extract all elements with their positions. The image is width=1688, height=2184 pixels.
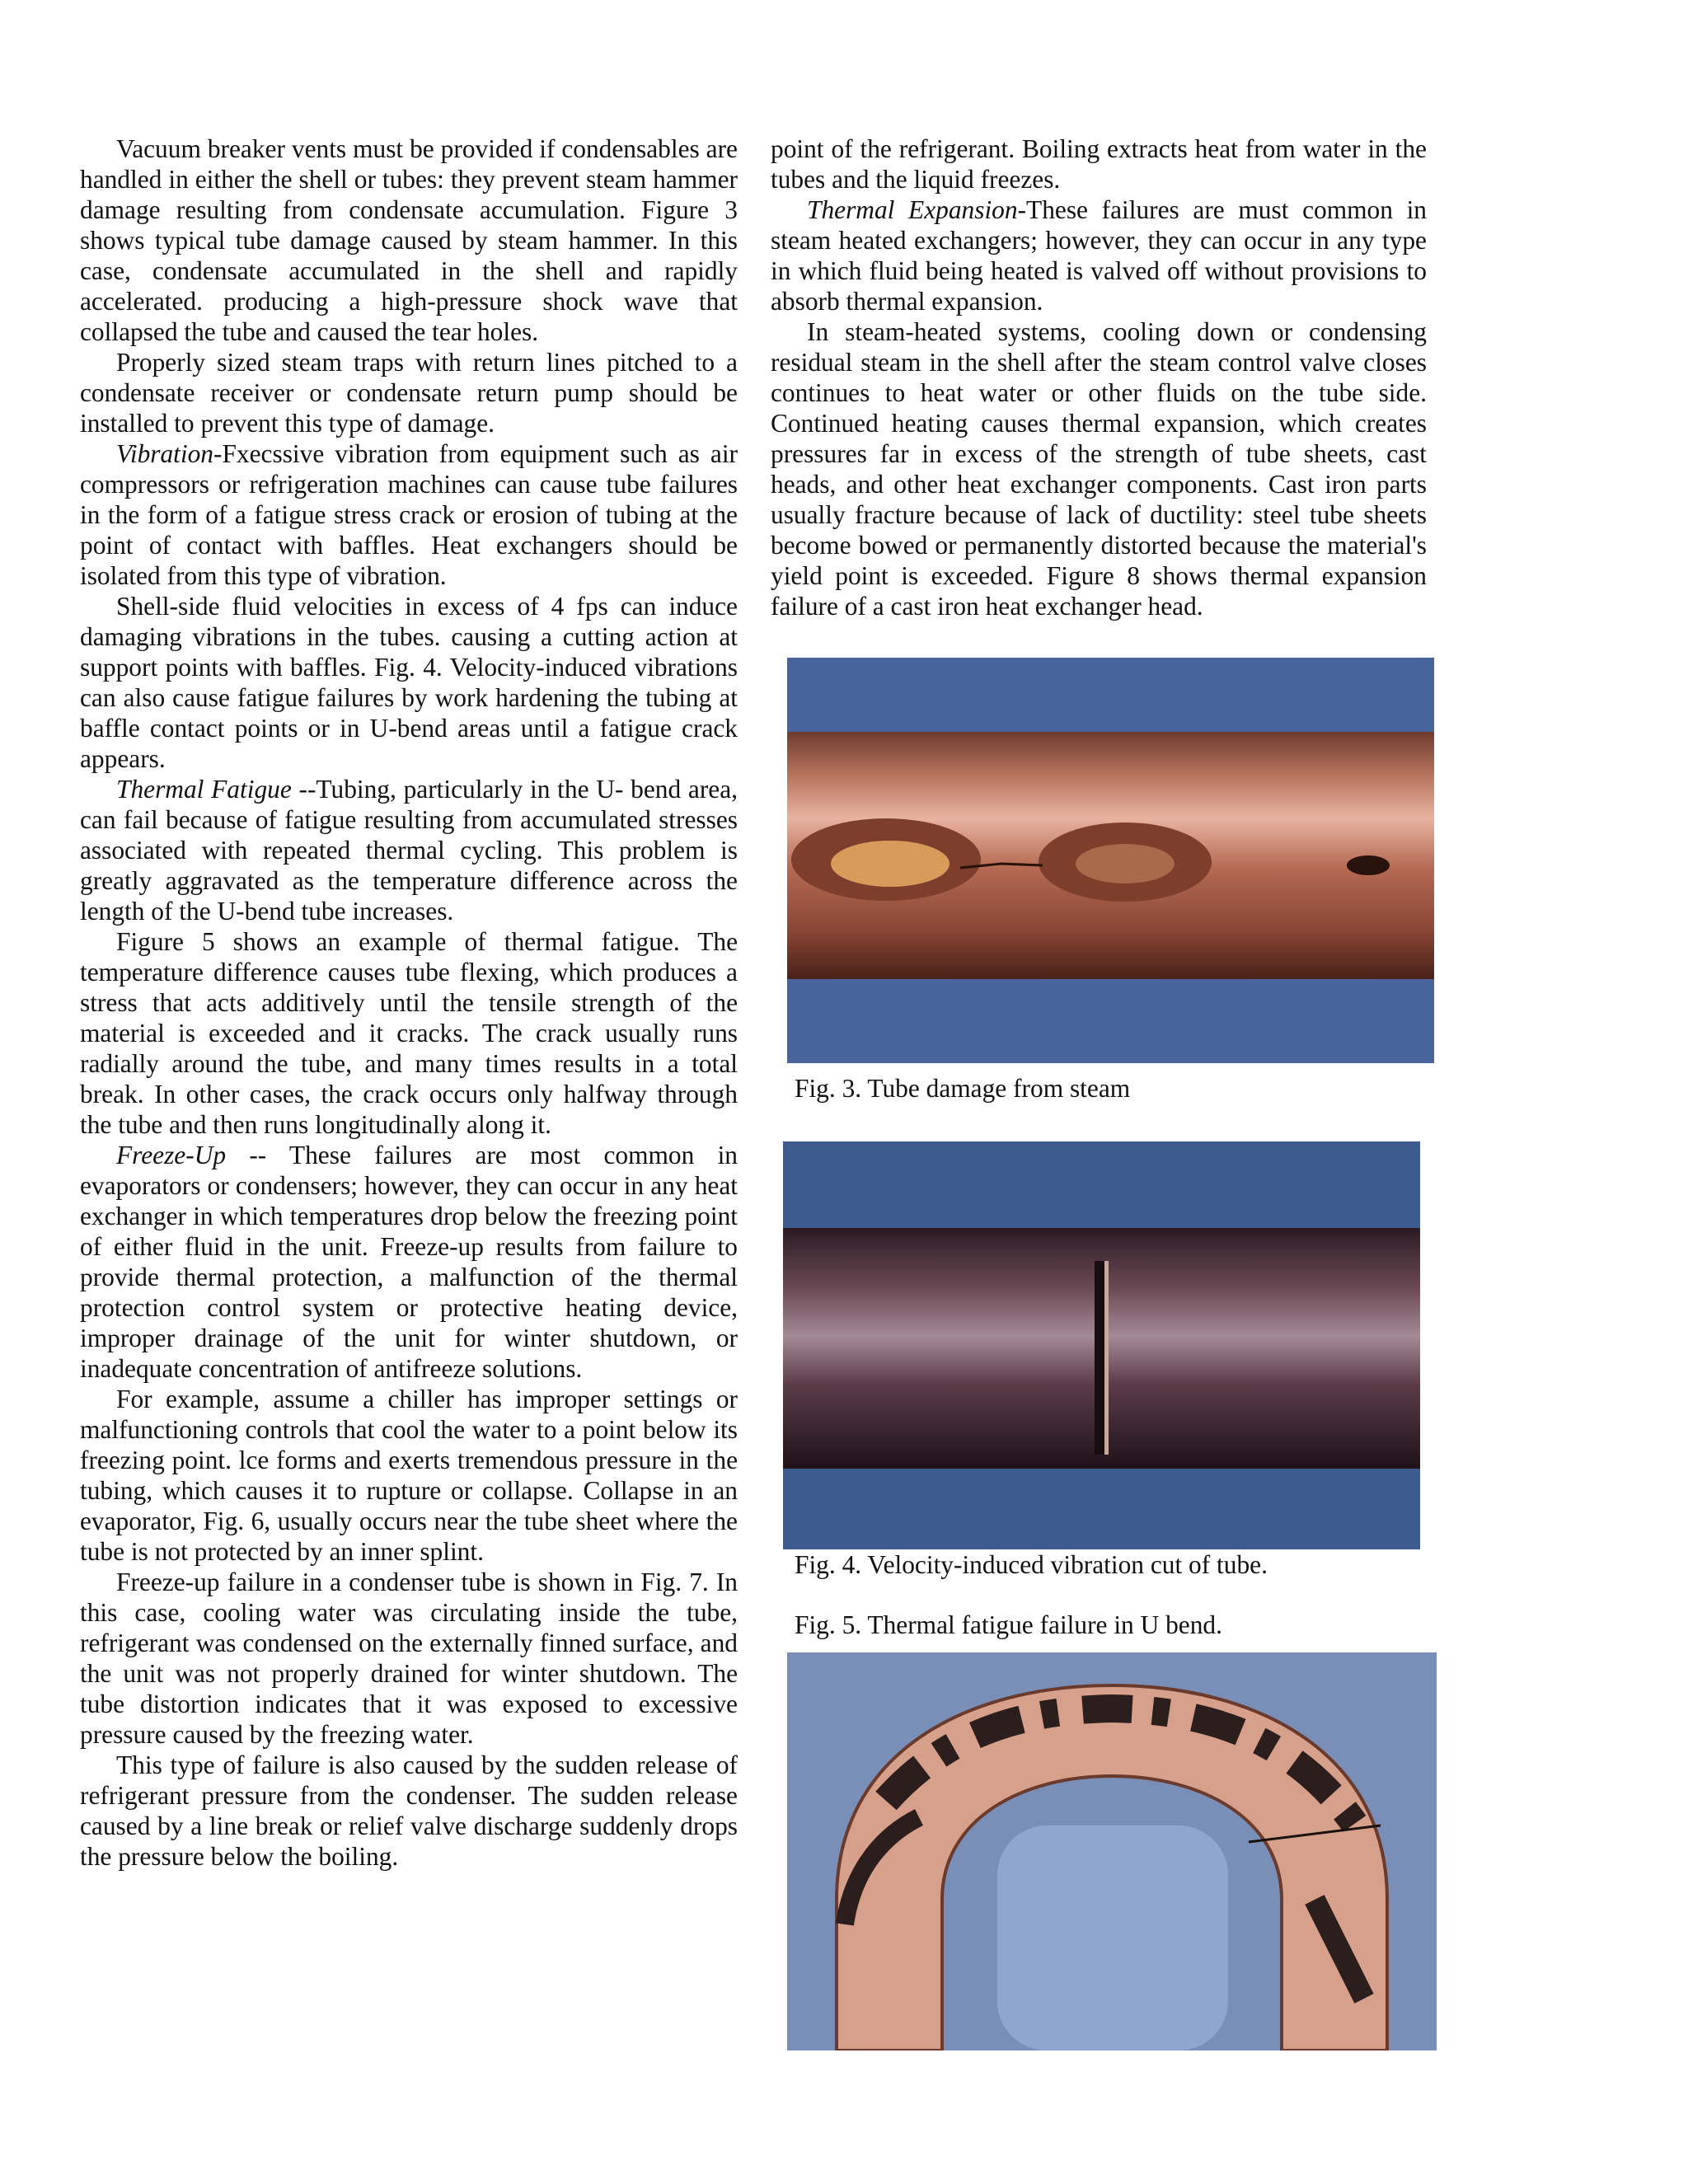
left-column (80, 134, 738, 2050)
figure-3-image (787, 658, 1434, 1063)
right-column (771, 134, 1427, 621)
paragraph-freeze-up: Freeze-Up -- These failures are most common in evaporators or condensers; however, they can occur in any heat exchanger in which temperatures drop below the freezing point of either fluid in the unit. Freeze-up results from failure to provide thermal protection, a malfunction of the thermal protection control system or protective heating device, improper drainage of the unit for winter shutdown, or inadequate concentration of antifreeze solutions. (80, 1141, 738, 1383)
paragraph-thermal-fatigue: Thermal Fatigue --Tubing, particularly in the U- bend area, can fail because of fatigue resulting from accumulated stresses associated with repeated thermal cycling. This problem is greatly aggravated as the temperature difference across the length of the U-bend tube increases. (80, 775, 738, 926)
figure-5-image (787, 1652, 1437, 2050)
run-in-heading-thermal-expansion: Thermal Expansion (807, 195, 1018, 224)
paragraph-steam-traps: Properly sized steam traps with return lines pitched to a condensate receiver or condensate return pump should be installed to prevent this type of damage. (80, 348, 738, 438)
figure-5-caption: Fig. 5. Thermal fatigue failure in U bend. (795, 1610, 1222, 1639)
run-in-heading-freeze-up: Freeze-Up (116, 1141, 227, 1169)
figure-5-photo (787, 1652, 1437, 2050)
paragraph-condenser-tube: Freeze-up failure in a condenser tube is shown in Fig. 7. In this case, cooling water was circulating inside the tube, refrigerant was condensed on the externally finned surface, and the unit was not properly drained for winter shutdown. The tube distortion indicates that it was exposed to excessive pressure caused by the freezing water. (80, 1568, 738, 1749)
run-in-heading-vibration: Vibration (116, 439, 214, 468)
paragraph-vacuum-breaker: Vacuum breaker vents must be provided if condensables are handled in either the shell or tubes: they prevent steam hammer damage resulting from condensate accumulation. Figure 3 shows typical tube damage caused by steam hammer. In this case, condensate accumulated in the shell and rapidly accelerated. producing a high-pressure shock wave that collapsed the tube and caused the tear holes. (80, 134, 738, 346)
paragraph-thermal-expansion: Thermal Expansion-These failures are must common in steam heated exchangers; however, they can occur in any type in which fluid being heated is valved off without provisions to absorb thermal expansion. (771, 195, 1427, 316)
paragraph-chiller-example: For example, assume a chiller has improper settings or malfunctioning controls that cool the water to a point below its freezing point. lce forms and exerts tremendous pressure in the tubing, which causes it to rupture or collapse. Collapse in an evaporator, Fig. 6, usually occurs near the tube sheet where the tube is not protected by an inner splint. (80, 1385, 738, 1566)
paragraph-refrigerant-boiling: point of the refrigerant. Boiling extracts heat from water in the tubes and the liquid freezes. (771, 134, 1427, 194)
paragraph-figure5-example: Figure 5 shows an example of thermal fatigue. The temperature difference causes tube flexing, which produces a stress that acts additively until the tensile strength of the material is exceeded and it cracks. The crack usually runs radially around the tube, and many times results in a total break. In other cases, the crack occurs only halfway through the tube and then runs longitudinally along it. (80, 927, 738, 1139)
figure-4-caption: Fig. 4. Velocity-induced vibration cut of tube. (795, 1550, 1268, 1579)
paragraph-shell-side-velocity: Shell-side fluid velocities in excess of 4 fps can induce damaging vibrations in the tubes. causing a cutting action at support points with baffles. Fig. 4. Velocity-induced vibrations can also cause fatigue failures by work hardening the tubing at baffle contact points or in U-bend areas until a fatigue crack appears. (80, 592, 738, 773)
figure-3-caption: Fig. 3. Tube damage from steam (795, 1074, 1131, 1103)
paragraph-sudden-release: This type of failure is also caused by the sudden release of refrigerant pressure from the condenser. The sudden release caused by a line break or relief valve discharge suddenly drops the pressure below the boiling. (80, 1750, 738, 1871)
paragraph-steam-heated-systems: In steam-heated systems, cooling down or condensing residual steam in the shell after the steam control valve closes continues to heat water or other fluids on the tube side. Continued heating causes thermal expansion, which creates pressures far in excess of the strength of tube sheets, cast heads, and other heat exchanger components. Cast iron parts usually fracture because of lack of ductility: steel tube sheets become bowed or permanently distorted because the material's yield point is exceeded. Figure 8 shows thermal expansion failure of a cast iron heat exchanger head. (771, 317, 1427, 621)
figure-4-image (783, 1141, 1420, 1549)
paragraph-vibration: Vibration-Fxecssive vibration from equipment such as air compressors or refrigeration machines can cause tube failures in the form of a fatigue stress crack or erosion of tubing at the point of contact with baffles. Heat exchangers should be isolated from this type of vibration. (80, 439, 738, 590)
run-in-heading-thermal-fatigue: Thermal Fatigue (116, 775, 292, 804)
figure-3-photo (787, 658, 1434, 1063)
figure-4-photo (783, 1141, 1420, 1549)
